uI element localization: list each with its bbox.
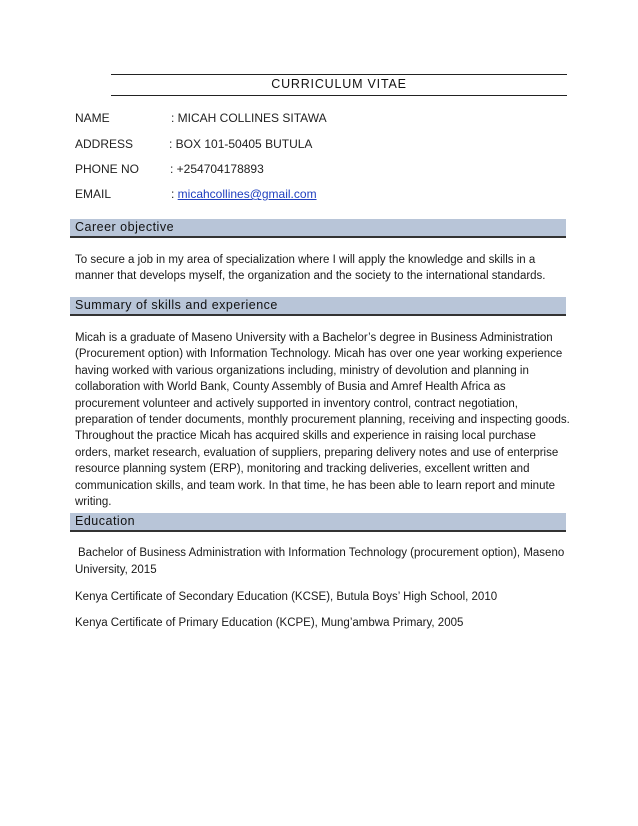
education-item: Kenya Certificate of Secondary Education (KCSE), Butula Boys’ High School, 2010	[75, 591, 498, 603]
education-item: Bachelor of Business Administration with Information Technology (procurement option), Maseno University, 2015	[75, 547, 565, 576]
title-band	[111, 74, 567, 96]
page-title: CURRICULUM VITAE	[271, 77, 407, 91]
career-objective-text: To secure a job in my area of specialization where I will apply the knowledge and skills in a manner that develops myself, the organization and the society to the international standards.	[75, 254, 546, 283]
section-career-header	[70, 219, 566, 238]
section-career-title: Career objective	[75, 220, 175, 234]
address-label: ADDRESS	[75, 137, 134, 151]
section-skills-header	[70, 297, 566, 316]
education-item: Kenya Certificate of Primary Education (KCPE), Mung’ambwa Primary, 2005	[75, 617, 464, 629]
email-label: EMAIL	[75, 187, 112, 201]
section-skills-title: Summary of skills and experience	[75, 298, 278, 312]
phone-value: : +254704178893	[170, 162, 264, 176]
address-value: : BOX 101-50405 BUTULA	[169, 137, 313, 151]
email-link[interactable]: micahcollines@gmail.com	[177, 187, 317, 201]
phone-label: PHONE NO	[75, 162, 140, 176]
name-value: : MICAH COLLINES SITAWA	[171, 111, 327, 125]
section-education-title: Education	[75, 514, 136, 528]
name-label: NAME	[75, 111, 110, 125]
skills-summary-text: Micah is a graduate of Maseno University with a Bachelor’s degree in Business Administration (Procurement option) with Information Technology. Micah has over one year working experience having worked with various organizations including, ministry of devolution and planning in collaboration with World Bank, County Assembly of Busia and Amref Health Africa as procurement volunteer and actively supported in inventory control, contract negotiation, preparation of tender documents, monthly procurement planning, receiving and inspecting goods. Throughout the practice Micah has acquired skills and experience in raising local purchase orders, market research, evaluation of suppliers, preparing delivery notes and use of enterprise resource planning system (ERP), monitoring and tracking deliveries, excellent written and communication skills, and team work. In that time, he has been able to learn report and minute writing.	[75, 332, 570, 509]
email-value-wrap	[171, 187, 317, 201]
email-prefix: :	[171, 187, 178, 201]
section-education-header	[70, 513, 566, 532]
